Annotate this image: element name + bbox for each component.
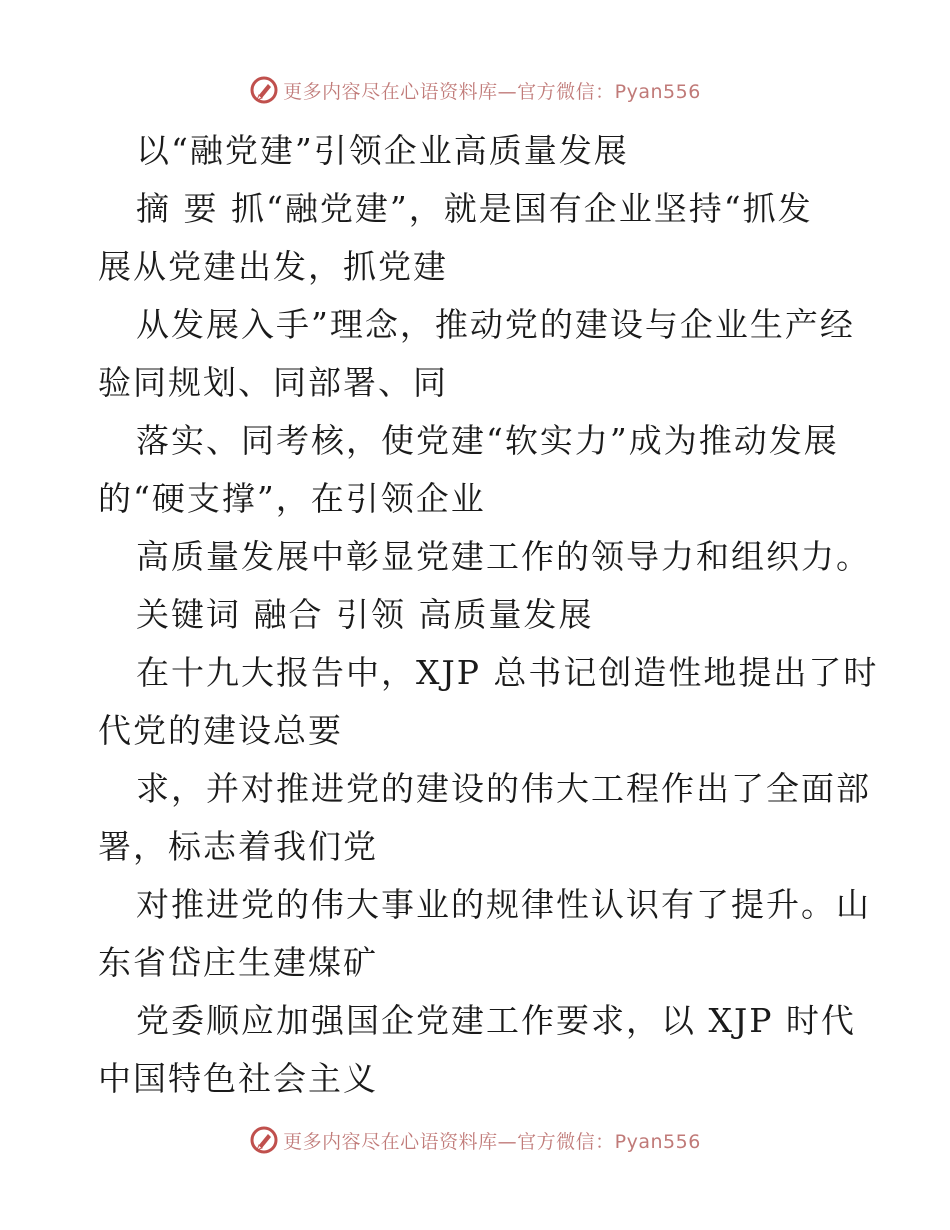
text-line: 验同规划、同部署、同 — [98, 363, 448, 402]
text-line: 落实、同考核，使党建“软实力”成为推动发展 — [136, 421, 839, 460]
text-line: 高质量发展中彰显党建工作的领导力和组织力。 — [136, 537, 871, 576]
header-watermark — [0, 70, 950, 110]
footer-watermark — [0, 1120, 950, 1160]
text-line: 摘 要 抓“融党建”，就是国有企业坚持“抓发 — [136, 189, 813, 228]
text-line: 党委顺应加强国企党建工作要求，以 XJP 时代 — [136, 1001, 856, 1040]
text-line: 中国特色社会主义 — [98, 1059, 378, 1098]
watermark-text: 更多内容尽在心语资料库—官方微信：Pyan556 — [283, 1130, 701, 1153]
text-line: 关键词 融合 引领 高质量发展 — [136, 595, 594, 634]
text-line: 展从党建出发，抓党建 — [98, 247, 448, 286]
text-line: 代党的建设总要 — [98, 711, 343, 750]
text-line: 东省岱庄生建煤矿 — [98, 943, 378, 982]
text-line: 以“融党建”引领企业高质量发展 — [136, 131, 629, 170]
text-line: 从发展入手”理念，推动党的建设与企业生产经 — [136, 305, 855, 344]
pen-circle-logo-icon — [249, 75, 279, 105]
text-line: 求，并对推进党的建设的伟大工程作出了全面部 — [136, 769, 871, 808]
text-line: 的“硬支撑”，在引领企业 — [98, 479, 486, 518]
document-body — [98, 122, 879, 1108]
pen-circle-logo-icon — [249, 1125, 279, 1155]
watermark-text: 更多内容尽在心语资料库—官方微信：Pyan556 — [283, 80, 701, 103]
text-line: 在十九大报告中，XJP 总书记创造性地提出了时 — [136, 653, 879, 692]
text-line: 对推进党的伟大事业的规律性认识有了提升。山 — [136, 885, 871, 924]
text-line: 署，标志着我们党 — [98, 827, 378, 866]
